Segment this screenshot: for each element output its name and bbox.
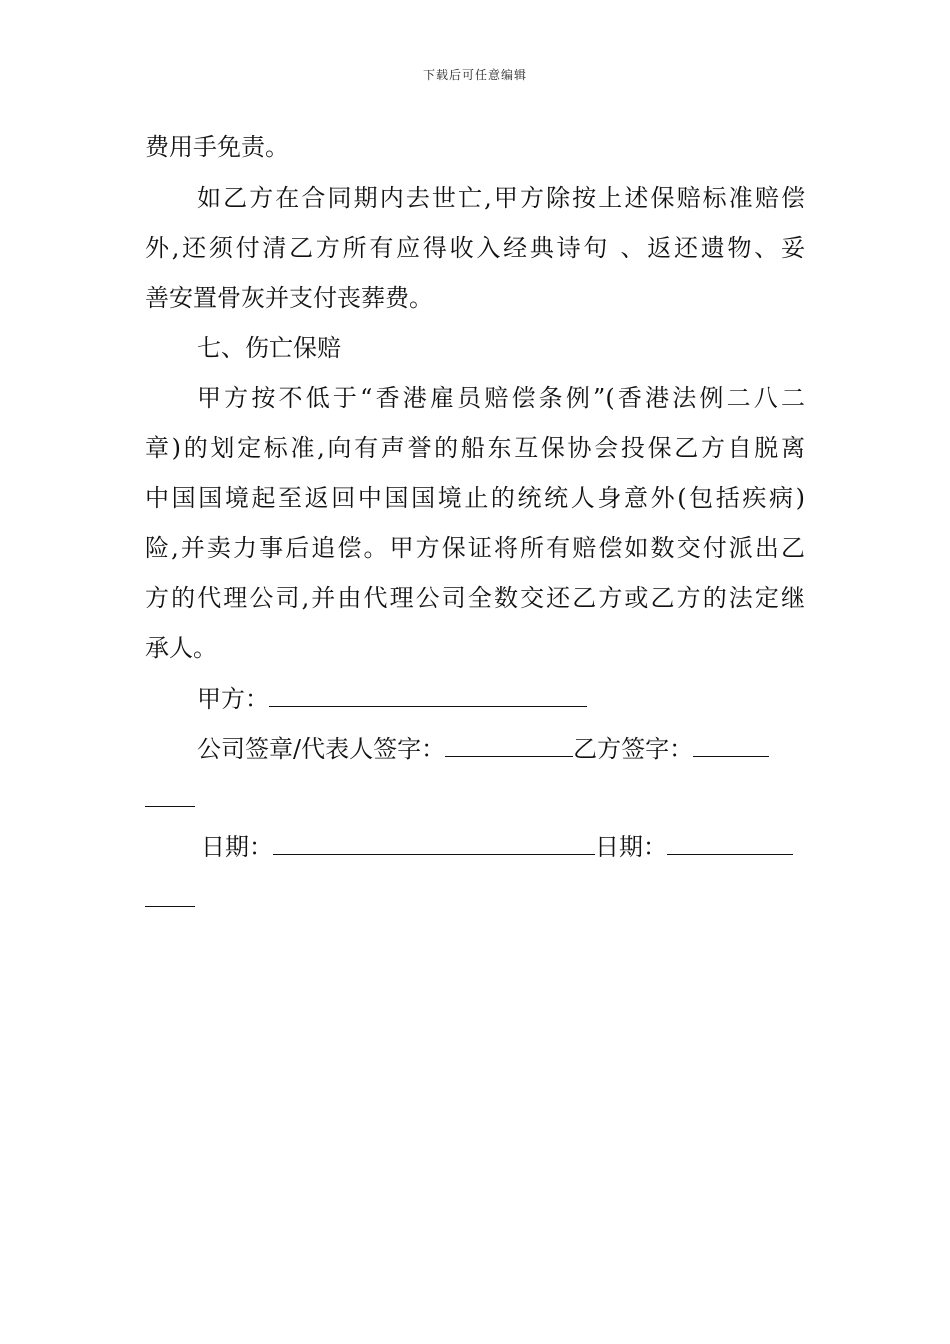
date-b-blank[interactable] bbox=[667, 832, 793, 855]
paragraph-line: 险,并卖力事后追偿。甲方保证将所有赔偿如数交付派出乙 bbox=[145, 534, 805, 562]
party-b-signature-blank-continued[interactable] bbox=[145, 806, 195, 807]
paragraph-line: 如乙方在合同期内去世亡,甲方除按上述保赔标准赔偿 bbox=[197, 184, 805, 212]
paragraph-line: 善安置骨灰并支付丧葬费。 bbox=[145, 284, 433, 312]
party-a-row bbox=[197, 684, 587, 714]
paragraph-line: 承人。 bbox=[145, 634, 217, 662]
party-b-signature-label: 乙方签字： bbox=[573, 735, 694, 763]
company-seal-label: 公司签章/代表人签字： bbox=[197, 735, 446, 763]
company-seal-row bbox=[197, 734, 769, 764]
page-header-note: 下载后可任意编辑 bbox=[422, 68, 527, 82]
date-label-a: 日期： bbox=[201, 833, 273, 861]
party-a-signature-blank[interactable] bbox=[269, 684, 587, 707]
paragraph-line: 费用手免责。 bbox=[145, 133, 289, 161]
paragraph-line: 甲方按不低于“香港雇员赔偿条例”(香港法例二八二 bbox=[197, 384, 805, 412]
party-b-signature-blank[interactable] bbox=[693, 734, 769, 757]
party-a-label: 甲方： bbox=[197, 685, 269, 713]
paragraph-line: 方的代理公司,并由代理公司全数交还乙方或乙方的法定继 bbox=[145, 584, 805, 612]
date-b-blank-continued[interactable] bbox=[145, 906, 195, 907]
paragraph-line: 章)的划定标准,向有声誉的船东互保协会投保乙方自脱离 bbox=[145, 434, 805, 462]
paragraph-line: 中国国境起至返回中国国境止的统统人身意外(包括疾病) bbox=[145, 484, 805, 512]
paragraph-line: 外,还须付清乙方所有应得收入经典诗句 、返还遗物、妥 bbox=[145, 234, 805, 262]
date-label-b: 日期： bbox=[595, 833, 667, 861]
company-seal-blank[interactable] bbox=[445, 734, 573, 757]
section-heading: 七、伤亡保赔 bbox=[197, 334, 341, 362]
date-a-blank[interactable] bbox=[273, 832, 595, 855]
date-row bbox=[201, 832, 793, 862]
